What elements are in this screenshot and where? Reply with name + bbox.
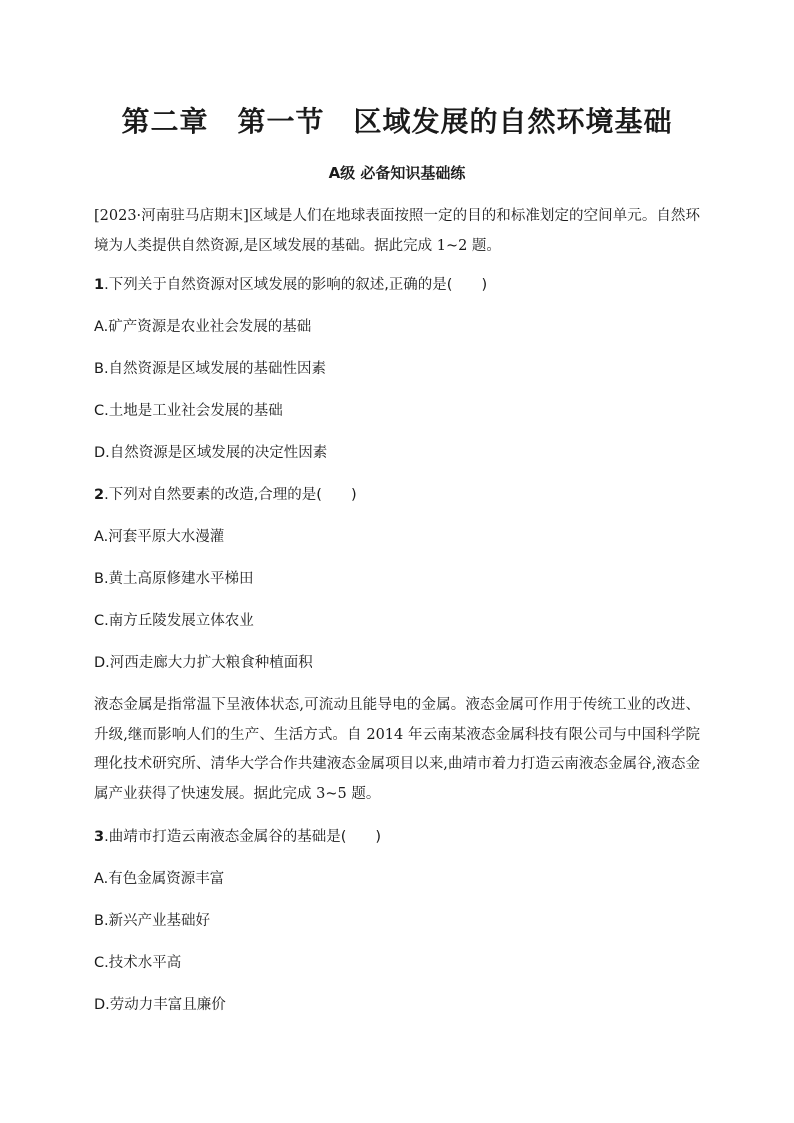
section-subtitle: A级 必备知识基础练 [328,164,466,182]
option-3a: A.有色金属资源丰富 [94,871,225,887]
passage-intro-1: [2023·河南驻马店期末]区域是人们在地球表面按照一定的目的和标准划定的空间单元。自然环境为人类提供自然资源,是区域发展的基础。据此完成 1~2 题。 [94,208,700,254]
question-1 [94,274,700,296]
question-stem: .下列关于自然资源对区域发展的影响的叙述,正确的是( ) [104,277,488,293]
option-2c: C.南方丘陵发展立体农业 [94,613,254,629]
question-number: 2 [94,487,105,503]
page-title: 第二章 第一节 区域发展的自然环境基础 [121,105,673,138]
option-3d: D.劳动力丰富且廉价 [94,997,226,1013]
option-3c: C.技术水平高 [94,955,182,971]
option-2b: B.黄土高原修建水平梯田 [94,571,254,587]
option-1b: B.自然资源是区域发展的基础性因素 [94,361,327,377]
option-3b: B.新兴产业基础好 [94,913,211,929]
question-3 [94,826,700,848]
option-2d: D.河西走廊大力扩大粮食种植面积 [94,655,313,671]
question-stem: .曲靖市打造云南液态金属谷的基础是( ) [104,829,382,845]
passage-intro-2: 液态金属是指常温下呈液体状态,可流动且能导电的金属。液态金属可作用于传统工业的改进、升级,继而影响人们的生产、生活方式。自 2014 年云南某液态金属科技有限公司与中国科学院理化技术研究所、清华大学合作共建液态金属项目以来,曲靖市着力打造云南液态金属谷,液态金属产业获得了快速发展。据此完成 3~5 题。 [94,697,700,802]
option-2a: A.河套平原大水漫灌 [94,529,225,545]
option-1d: D.自然资源是区域发展的决定性因素 [94,445,328,461]
question-stem: .下列对自然要素的改造,合理的是( ) [104,487,357,503]
option-1c: C.土地是工业社会发展的基础 [94,403,283,419]
option-1a: A.矿产资源是农业社会发展的基础 [94,319,312,335]
question-number: 3 [94,829,105,845]
question-number: 1 [94,277,105,293]
question-2 [94,484,700,506]
